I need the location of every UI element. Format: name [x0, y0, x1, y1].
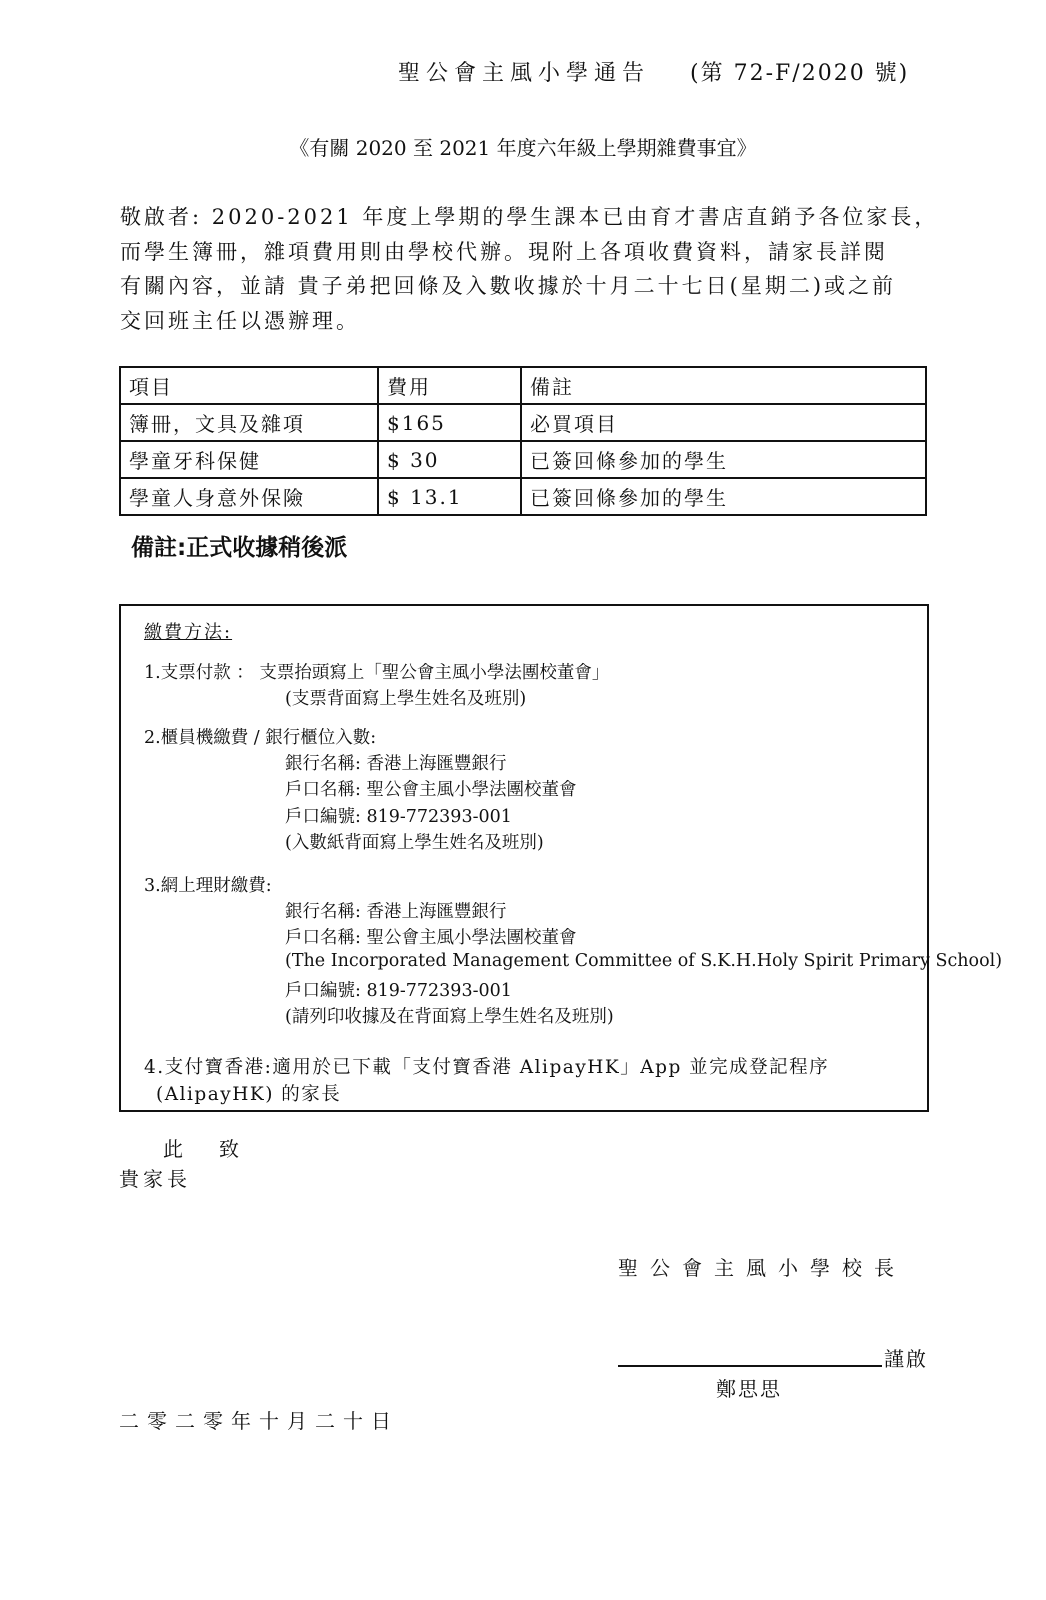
method1-cheque: 1.支票付款 ： 支票抬頭寫上「聖公會主風小學法團校董會」: [144, 663, 610, 683]
method1-note: (支票背面寫上學生姓名及班別): [285, 689, 527, 709]
method4-line: (AlipayHK) 的家長: [156, 1084, 342, 1105]
body-paragraph: [120, 200, 980, 338]
method3-account-name: 戶口名稱: 聖公會主風小學法團校董會: [285, 928, 577, 948]
table-row: [120, 404, 926, 441]
table-cell-remark: 已簽回條參加的學生: [521, 478, 926, 515]
notice-number: (第 72-F/2020 號): [690, 61, 910, 86]
recipient: 貴家長: [119, 1167, 191, 1191]
table-cell-item: 簿冊，文具及雜項: [120, 404, 378, 441]
closing-word: 致: [219, 1137, 245, 1161]
table-cell-item: 學童人身意外保險: [120, 478, 378, 515]
method2-account-name: 戶口名稱: 聖公會主風小學法團校董會: [285, 780, 577, 800]
method3-account-number: 戶口編號: 819-772393-001: [285, 981, 512, 1001]
table-row: [120, 478, 926, 515]
body-line: 有關內容，並請 貴子弟把回條及入數收據於十月二十七日(星期二)或之前: [120, 274, 897, 298]
table-row: [120, 441, 926, 478]
method2-account-number: 戶口編號: 819-772393-001: [285, 807, 512, 827]
principal-title: 聖公會主風小學校長: [618, 1256, 906, 1280]
table-cell-fee: $ 13.1: [378, 478, 521, 515]
table-cell-fee: $ 30: [378, 441, 521, 478]
notice-date: 二零二零年十月二十日: [119, 1409, 399, 1433]
fee-table: [119, 366, 927, 516]
table-cell-remark: 已簽回條參加的學生: [521, 441, 926, 478]
header-remark: 備註: [521, 367, 926, 404]
method3-heading: 3.網上理財繳費:: [144, 876, 272, 896]
notice-subject: 《有關 2020 至 2021 年度六年級上學期雜費事宜》: [289, 136, 757, 160]
method4-line: 4.支付寶香港:適用於已下載「支付寶香港 AlipayHK」App 並完成登記程序: [144, 1057, 830, 1078]
table-header-row: [120, 367, 926, 404]
method2-heading: 2.櫃員機繳費 / 銀行櫃位入數:: [144, 728, 377, 748]
payment-methods-title: 繳費方法:: [144, 622, 233, 643]
method2-note: (入數紙背面寫上學生姓名及班別): [285, 833, 544, 853]
signature-suffix: 謹啟: [884, 1347, 928, 1371]
table-cell-remark: 必買項目: [521, 404, 926, 441]
body-line: 而學生簿冊，雜項費用則由學校代辦。現附上各項收費資料，請家長詳閱: [120, 239, 888, 264]
method3-note: (請列印收據及在背面寫上學生姓名及班別): [285, 1007, 614, 1027]
method3-account-name-english: (The Incorporated Management Committee of S.K.H.Holy Spirit Primary School): [285, 951, 1003, 971]
principal-name: 鄭思思: [716, 1377, 782, 1401]
method4-alipay: [144, 1054, 829, 1108]
school-notice-title: 聖公會主風小學通告: [398, 61, 651, 86]
signature-line: [618, 1365, 882, 1367]
table-cell-item: 學童牙科保健: [120, 441, 378, 478]
closing-word: 此: [163, 1137, 189, 1161]
receipt-remark: 備註:正式收據稍後派: [131, 535, 348, 561]
header-item: 項目: [120, 367, 378, 404]
method3-bank: 銀行名稱: 香港上海匯豐銀行: [285, 902, 507, 922]
body-line: 敬啟者: 2020-2021 年度上學期的學生課本已由育才書店直銷予各位家長，: [120, 205, 939, 229]
notice-header: [398, 56, 909, 87]
closing-salutation: [163, 1133, 245, 1162]
header-fee: 費用: [378, 367, 521, 404]
method2-bank: 銀行名稱: 香港上海匯豐銀行: [285, 754, 507, 774]
body-line: 交回班主任以憑辦理。: [120, 308, 360, 333]
table-cell-fee: $165: [378, 404, 521, 441]
